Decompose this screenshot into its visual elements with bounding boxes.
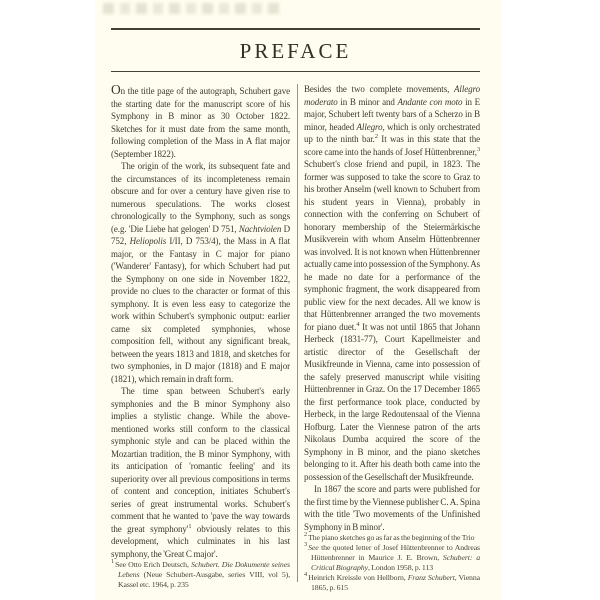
left-column	[111, 82, 290, 589]
right-column-footnotes	[304, 533, 480, 593]
column-divider-rule	[297, 84, 298, 582]
title-rule-bottom	[111, 71, 480, 73]
bleed-through-smudge	[103, 3, 281, 14]
left-column-footnotes	[111, 560, 290, 590]
page-content	[111, 28, 481, 592]
left-column-body	[111, 83, 290, 560]
footnote-marker: 3	[304, 541, 308, 549]
footnote: $^1$See Otto Erich Deutsch, Schubert. Die Dokumente seines Lebens (Neue Schubert-Ausgabe, series VIII, vol 5), Kassel etc. 1964, p. 235	[111, 558, 290, 589]
footnote-marker: 4	[304, 571, 308, 579]
paragraph: Besides the two complete movements, Allegro moderato in B minor and Andante con moto in E major, Schubert left twenty bars of a Scherzo in B minor, headed Allegro, which is only orchestrated up to the ninth bar.$^2$ It was in this state that the score came into the hands of Josef Hüttenbrenner,$^3$ Schubert's close friend and pupil, in 1823. The former was supposed to take the score to Graz to his brother Anselm (well known to Schubert from his student years in Vienna), probably in connection with the conferring on Schubert of honorary membership of the Steiermärkische Musikverein with whom Anselm Hüttenbrenner was involved. It is not known when Hüttenbrenner actually came into possession of the Symphony. As he made no date for a performance of the symphonic fragment, the work disappeared from public view for the next decades. All we know is that Hüttenbrenner arranged the two movements for piano duet.$^4$ It was not until 1865 that Johann Herbeck (1831-77), Court Kapellmeister and artistic director of the Gesellschaft der Musikfreunde in Vienna, came into possession of the safely preserved manuscript while visiting Hüttenbrenner in Graz. On the 17 December 1865 the first performance took place, conducted by Herbeck, in the large Redoutensaal of the Vienna Hofburg. Later the Viennese patron of the arts Nikolaus Dumba acquired the score of the Symphony in B minor, and the piano sketches belonging to it. After his death both came into the possession of the Gesellschaft der Musikfreunde.	[304, 84, 481, 482]
footnote: $^4$Heinrich Kreissle von Hellborn, Franz Schubert, Vienna 1865, p. 615	[304, 571, 481, 592]
right-column-body	[304, 83, 480, 533]
footnote-marker: 1	[111, 558, 115, 566]
footnote: $^3$See the quoted letter of Josef Hüttenbrenner to Andreas Hüttenbrenner in Maurice J. E. Brown, Schubert: a Critical Biography, London 1958, p. 113	[304, 541, 480, 572]
title-rule-top	[111, 28, 480, 30]
footnote: $^2$The piano sketches go as far as the beginning of the Trio	[304, 531, 475, 542]
paragraph: On the title page of the autograph, Schubert gave the starting date for the manuscript score of his Symphony in B minor as 30 October 1822. Sketches for it must date from the same month, following completion of the Mass in A flat major (September 1822).	[111, 82, 290, 159]
paragraph: The origin of the work, its subsequent fate and the circumstances of its incompleteness remain obscure and for over a century have given rise to numerous speculations. The works closest chronologically to the Symphony, such as songs (e.g. 'Die Liebe hat gelogen' D 751, Nachtviolen D 752, Heliopolis I/II, D 753/4), the Mass in A flat major, or the Fantasy in C major for piano ('Wanderer' Fantasy), for which Schubert had put the Symphony on one side in November 1822, provide no clues to the character or format of this symphony. It is even less easy to categorize the work within Schubert's symphonic output: earlier came six completed symphonies, whose composition fell, without any significant break, between the years 1813 and 1818, and sketches for two symphonies, in D major (1818) and E major (1821), which remain in draft form.	[111, 161, 290, 384]
right-column	[304, 83, 481, 592]
paragraph: The time span between Schubert's early symphonies and the B minor Symphony also implies a stylistic change. While the above-mentioned works still conform to the classical symphonic style and can be placed within the Mozartian tradition, the B minor Symphony, with its anticipation of 'romantic feeling' and its superiority over all previous compositions in terms of content and conception, initiates Schubert's series of great instrumental works. Schubert's comment that he wanted to 'pave the way towards the great $symphony'^1$ obviously relates to this development, which culminates in his last symphony, the 'Great C major'.	[111, 386, 290, 559]
paragraph: In 1867 the score and parts were published for the first time by the Viennese publisher C. A. Spina with the title 'Two movements of the Unfinished Symphony in B minor'.	[304, 484, 480, 532]
page-title: PREFACE	[239, 38, 352, 63]
book-page	[95, 0, 502, 600]
text-columns	[111, 82, 481, 592]
footnote-marker: 2	[304, 531, 308, 539]
